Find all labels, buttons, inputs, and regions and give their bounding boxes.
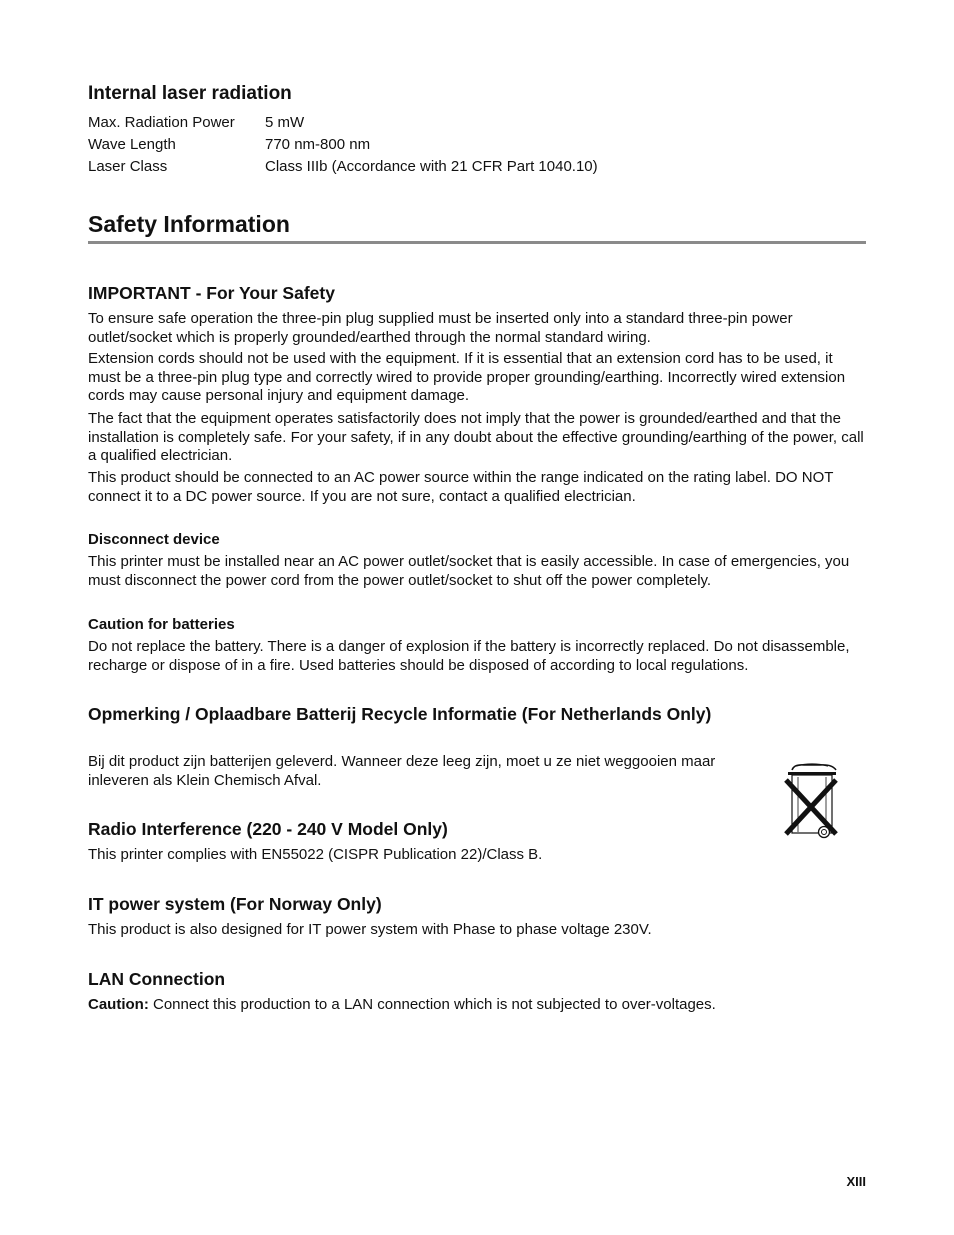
laser-label: Laser Class [88, 158, 168, 175]
netherlands-heading: Opmerking / Oplaadbare Batterij Recycle Informatie (For Netherlands Only) [88, 704, 712, 724]
laser-value: Class IIIb (Accordance with 21 CFR Part 1040.10) [265, 158, 598, 175]
batteries-text: Do not replace the battery. There is a danger of explosion if the battery is incorrectly replaced. Do not disassemble, recharge or dispose of in a fire. Used batteries should be disposed of according to local regulations. [88, 638, 850, 674]
disconnect-heading: Disconnect device [88, 531, 220, 548]
caution-text: Connect this production to a LAN connection which is not subjected to over-voltages. [148, 996, 716, 1013]
disconnect-text: This printer must be installed near an AC power outlet/socket that is easily accessible. In case of emergencies, you must disconnect the power cord from the power outlet/socket to shut off the power completely. [88, 553, 850, 589]
safety-title: Safety Information [88, 211, 290, 237]
caution-label: Caution: [88, 996, 149, 1013]
radio-heading: Radio Interference (220 - 240 V Model Only) [88, 819, 448, 839]
radio-text: This printer complies with EN55022 (CISPR Publication 22)/Class B. [88, 846, 543, 863]
batteries-heading: Caution for batteries [88, 616, 235, 633]
laser-value: 5 mW [265, 114, 305, 131]
lan-heading: LAN Connection [88, 969, 226, 989]
important-heading: IMPORTANT - For Your Safety [88, 283, 335, 303]
crossed-out-bin-icon [782, 762, 842, 840]
page-number: XIII [846, 1174, 866, 1189]
norway-text: This product is also designed for IT power system with Phase to phase voltage 230V. [88, 921, 652, 938]
laser-label: Max. Radiation Power [88, 114, 235, 131]
laser-label: Wave Length [88, 136, 176, 153]
netherlands-text: Bij dit product zijn batterijen geleverd. Wanneer deze leeg zijn, moet u ze niet weggooien maar inleveren als Klein Chemisch Afval. [88, 753, 716, 789]
title-divider [88, 241, 866, 244]
lan-caution [88, 996, 866, 1015]
norway-heading: IT power system (For Norway Only) [88, 894, 382, 914]
important-paragraph: The fact that the equipment operates satisfactorily does not imply that the power is grounded/earthed and that the installation is completely safe. For your safety, if in any doubt about the effective grounding/earthing of the power, call a qualified electrician. [88, 410, 864, 464]
important-paragraph: This product should be connected to an AC power source within the range indicated on the rating label. DO NOT connect it to a DC power source. If you are not sure, contact a qualified electrician. [88, 469, 834, 505]
important-paragraph: Extension cords should not be used with the equipment. If it is essential that an extension cord has to be used, it must be a three-pin plug type and correctly wired to provide proper grounding/earthing. Incorrectly wired extension cords may cause personal injury and equipment damage. [88, 350, 846, 404]
important-paragraph: To ensure safe operation the three-pin plug supplied must be inserted only into a standard three-pin power outlet/socket which is properly grounded/earthed through the normal standard wiring. [88, 310, 793, 346]
laser-value: 770 nm-800 nm [265, 136, 371, 153]
laser-heading: Internal laser radiation [88, 83, 292, 104]
